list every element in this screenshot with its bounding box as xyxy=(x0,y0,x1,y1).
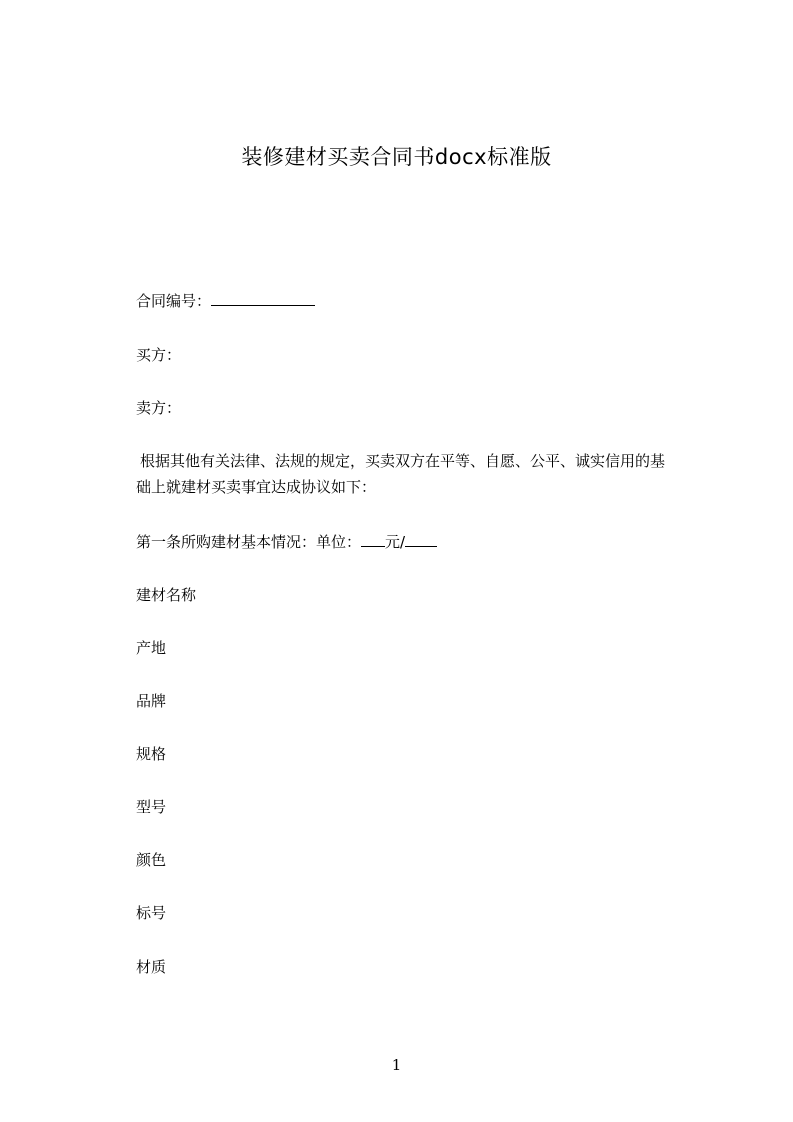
document-title: 装修建材买卖合同书docx标准版 xyxy=(241,145,552,169)
intro-line-1: 根据其他有关法律、法规的规定，买卖双方在平等、自愿、公平、诚实信用的基 xyxy=(140,452,666,470)
intro-line-2: 础上就建材买卖事宜达成协议如下： xyxy=(136,478,377,496)
item-label-material: 材质 xyxy=(136,958,167,976)
intro-paragraph xyxy=(136,448,706,500)
article-1-prefix: 第一条所购建材基本情况：单位： xyxy=(136,533,362,551)
item-label-brand: 品牌 xyxy=(136,692,167,710)
seller-label: 卖方： xyxy=(136,399,182,417)
price-blank xyxy=(361,532,385,547)
article-1-unit: 元/ xyxy=(385,533,406,551)
item-label-origin: 产地 xyxy=(136,639,167,657)
item-label-color: 颜色 xyxy=(136,851,167,869)
contract-number-line xyxy=(136,291,315,311)
item-label-spec: 规格 xyxy=(136,745,167,763)
contract-number-label: 合同编号： xyxy=(136,292,212,310)
item-label-grade: 标号 xyxy=(136,904,167,922)
item-label-name: 建材名称 xyxy=(136,586,197,604)
page-number: 1 xyxy=(391,1056,402,1074)
unit-blank xyxy=(405,532,437,547)
contract-number-blank xyxy=(211,291,315,306)
article-1-line xyxy=(136,532,437,552)
item-label-model: 型号 xyxy=(136,798,167,816)
buyer-label: 买方： xyxy=(136,346,182,364)
